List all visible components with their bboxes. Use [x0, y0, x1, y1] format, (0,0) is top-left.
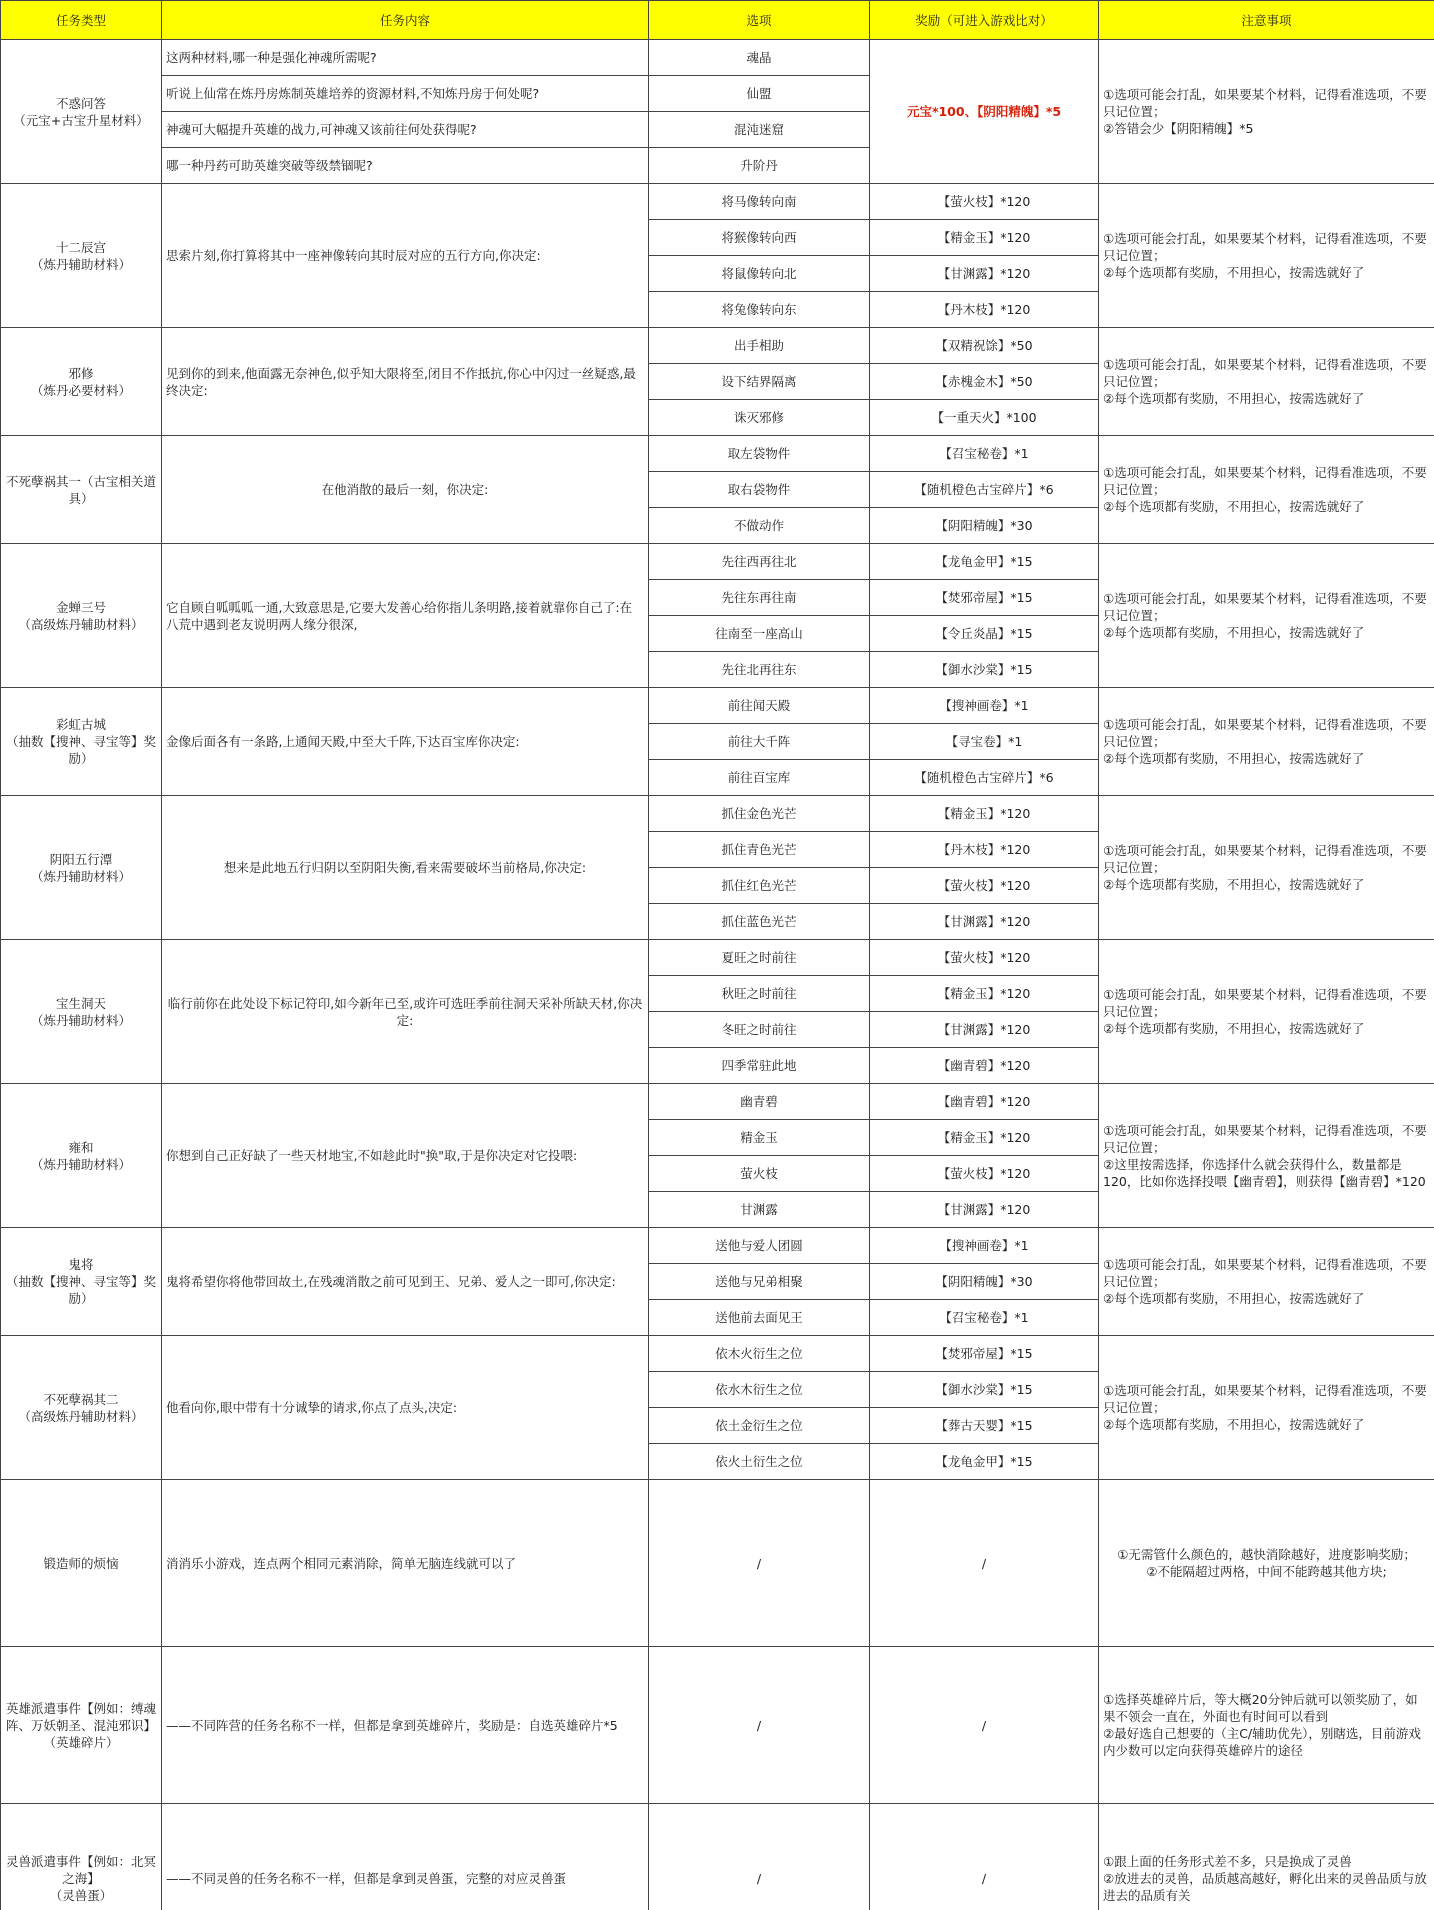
- reward-cell: 【双精祝馀】*50: [870, 328, 1099, 364]
- task-content-cell: 哪一种丹药可助英雄突破等级禁锢呢?: [162, 148, 649, 184]
- task-type-cell: 十二辰宫 （炼丹辅助材料）: [1, 184, 162, 328]
- option-cell: 将兔像转向东: [649, 292, 870, 328]
- header-task-type: 任务类型: [1, 1, 162, 40]
- reward-cell: 【搜神画卷】*1: [870, 688, 1099, 724]
- task-content-cell: ——不同灵兽的任务名称不一样，但都是拿到灵兽蛋，完整的对应灵兽蛋: [162, 1804, 649, 1910]
- option-cell: 诛灭邪修: [649, 400, 870, 436]
- reward-cell: 【幽青碧】*120: [870, 1048, 1099, 1084]
- option-cell: 取左袋物件: [649, 436, 870, 472]
- header-task-content: 任务内容: [162, 1, 649, 40]
- reward-cell: 【幽青碧】*120: [870, 1084, 1099, 1120]
- task-type-cell: 金蝉三号 （高级炼丹辅助材料）: [1, 544, 162, 688]
- option-cell: 设下结界隔离: [649, 364, 870, 400]
- reward-cell: 【阴阳精魄】*30: [870, 1264, 1099, 1300]
- reward-cell: 【萤火枝】*120: [870, 1156, 1099, 1192]
- table-row: [1, 688, 1434, 724]
- option-cell: 魂晶: [649, 40, 870, 76]
- task-type-cell: 英雄派遣事件【例如：缚魂阵、万妖朝圣、混沌邪识】 （英雄碎片）: [1, 1647, 162, 1804]
- option-cell: 取右袋物件: [649, 472, 870, 508]
- note-cell: ①选项可能会打乱，如果要某个材料，记得看准选项，不要只记位置； ②答错会少【阴阳精魄】*5: [1099, 40, 1434, 184]
- option-cell: /: [649, 1804, 870, 1910]
- note-cell: ①选择英雄碎片后，等大概20分钟后就可以领奖励了，如果不领会一直在，外面也有时间可以看到 ②最好选自己想要的（主C/辅助优先），别瞎选，目前游戏内少数可以定向获得英雄碎片的途径: [1099, 1647, 1434, 1804]
- reward-cell: /: [870, 1804, 1099, 1910]
- task-content-cell: 听说上仙常在炼丹房炼制英雄培养的资源材料,不知炼丹房于何处呢?: [162, 76, 649, 112]
- note-cell: ①选项可能会打乱，如果要某个材料，记得看准选项，不要只记位置； ②每个选项都有奖励，不用担心，按需选就好了: [1099, 328, 1434, 436]
- note-cell: ①选项可能会打乱，如果要某个材料，记得看准选项，不要只记位置； ②每个选项都有奖励，不用担心，按需选就好了: [1099, 1336, 1434, 1480]
- reward-cell: 【萤火枝】*120: [870, 868, 1099, 904]
- option-cell: /: [649, 1480, 870, 1647]
- option-cell: 抓住金色光芒: [649, 796, 870, 832]
- task-content-cell: 鬼将希望你将他带回故土,在残魂消散之前可见到王、兄弟、爱人之一即可,你决定:: [162, 1228, 649, 1336]
- option-cell: 前往大千阵: [649, 724, 870, 760]
- table-row: [1, 184, 1434, 220]
- reward-cell: /: [870, 1480, 1099, 1647]
- reward-cell: 元宝*100、【阴阳精魄】*5: [870, 40, 1099, 184]
- note-cell: ①无需管什么颜色的，越快消除越好，进度影响奖励； ②不能隔超过两格，中间不能跨越其他方块;: [1099, 1480, 1434, 1647]
- task-content-cell: 它自顾自呱呱呱一通,大致意思是,它要大发善心给你指儿条明路,接着就靠你自己了:在八荒中遇到老友说明两人缘分很深,: [162, 544, 649, 688]
- task-type-cell: 阴阳五行潭 （炼丹辅助材料）: [1, 796, 162, 940]
- reward-cell: 【甘渊露】*120: [870, 256, 1099, 292]
- reward-cell: 【甘渊露】*120: [870, 1192, 1099, 1228]
- task-content-cell: 他看向你,眼中带有十分诚挚的请求,你点了点头,决定:: [162, 1336, 649, 1480]
- option-cell: 抓住青色光芒: [649, 832, 870, 868]
- option-cell: 将猴像转向西: [649, 220, 870, 256]
- option-cell: 秋旺之时前往: [649, 976, 870, 1012]
- table-row: [1, 1228, 1434, 1264]
- task-content-cell: 临行前你在此处设下标记符印,如今新年已至,或许可选旺季前往洞天采补所缺天材,你决定:: [162, 940, 649, 1084]
- task-content-cell: 这两种材料,哪一种是强化神魂所需呢?: [162, 40, 649, 76]
- table-row: [1, 1804, 1434, 1910]
- reward-cell: 【甘渊露】*120: [870, 904, 1099, 940]
- task-content-cell: 见到你的到来,他面露无奈神色,似乎知大限将至,闭目不作抵抗,你心中闪过一丝疑惑,最终决定:: [162, 328, 649, 436]
- task-type-cell: 雍和 （炼丹辅助材料）: [1, 1084, 162, 1228]
- reward-cell: 【甘渊露】*120: [870, 1012, 1099, 1048]
- option-cell: 四季常驻此地: [649, 1048, 870, 1084]
- table-row: [1, 940, 1434, 976]
- table-row: [1, 1336, 1434, 1372]
- option-cell: /: [649, 1647, 870, 1804]
- reward-cell: 【丹木枝】*120: [870, 832, 1099, 868]
- header-option: 选项: [649, 1, 870, 40]
- note-cell: ①选项可能会打乱，如果要某个材料，记得看准选项，不要只记位置； ②每个选项都有奖励，不用担心，按需选就好了: [1099, 1228, 1434, 1336]
- table-row: [1, 1084, 1434, 1120]
- reward-cell: 【葬古天婴】*15: [870, 1408, 1099, 1444]
- reward-cell: 【精金玉】*120: [870, 1120, 1099, 1156]
- task-type-cell: 不惑问答 （元宝+古宝升星材料）: [1, 40, 162, 184]
- reward-cell: 【焚邪帝屋】*15: [870, 580, 1099, 616]
- task-type-cell: 锻造师的烦恼: [1, 1480, 162, 1647]
- task-content-cell: 金像后面各有一条路,上通闻天殿,中至大千阵,下达百宝库你决定:: [162, 688, 649, 796]
- task-type-cell: 灵兽派遣事件【例如：北冥之海】 （灵兽蛋）: [1, 1804, 162, 1910]
- option-cell: 精金玉: [649, 1120, 870, 1156]
- option-cell: 甘渊露: [649, 1192, 870, 1228]
- option-cell: 冬旺之时前往: [649, 1012, 870, 1048]
- reward-cell: 【龙龟金甲】*15: [870, 1444, 1099, 1480]
- task-type-cell: 不死孽祸其二 （高级炼丹辅助材料）: [1, 1336, 162, 1480]
- option-cell: 先往西再往北: [649, 544, 870, 580]
- option-cell: 将马像转向南: [649, 184, 870, 220]
- task-content-cell: 想来是此地五行归阴以至阴阳失衡,看来需要破坏当前格局,你决定:: [162, 796, 649, 940]
- option-cell: 前往闻天殿: [649, 688, 870, 724]
- option-cell: 送他前去面见王: [649, 1300, 870, 1336]
- option-cell: 抓住蓝色光芒: [649, 904, 870, 940]
- option-cell: 将鼠像转向北: [649, 256, 870, 292]
- option-cell: 先往东再往南: [649, 580, 870, 616]
- table-row: [1, 40, 1434, 76]
- option-cell: 依水木衍生之位: [649, 1372, 870, 1408]
- reward-cell: 【寻宝卷】*1: [870, 724, 1099, 760]
- task-type-cell: 不死孽祸其一（古宝相关道具）: [1, 436, 162, 544]
- note-cell: ①选项可能会打乱，如果要某个材料，记得看准选项，不要只记位置； ②每个选项都有奖励，不用担心，按需选就好了: [1099, 184, 1434, 328]
- reward-cell: 【精金玉】*120: [870, 976, 1099, 1012]
- note-cell: ①选项可能会打乱，如果要某个材料，记得看准选项，不要只记位置； ②每个选项都有奖励，不用担心，按需选就好了: [1099, 940, 1434, 1084]
- reward-cell: 【赤槐金木】*50: [870, 364, 1099, 400]
- reward-cell: 【召宝秘卷】*1: [870, 1300, 1099, 1336]
- task-type-cell: 鬼将 （抽数【搜神、寻宝等】奖励）: [1, 1228, 162, 1336]
- table-row: [1, 544, 1434, 580]
- reward-cell: 【随机橙色古宝碎片】*6: [870, 760, 1099, 796]
- task-content-cell: 在他消散的最后一刻，你决定:: [162, 436, 649, 544]
- reward-cell: 【萤火枝】*120: [870, 940, 1099, 976]
- option-cell: 依土金衍生之位: [649, 1408, 870, 1444]
- option-cell: 夏旺之时前往: [649, 940, 870, 976]
- reward-cell: 【搜神画卷】*1: [870, 1228, 1099, 1264]
- note-cell: ①选项可能会打乱，如果要某个材料，记得看准选项，不要只记位置； ②每个选项都有奖励，不用担心，按需选就好了: [1099, 796, 1434, 940]
- option-cell: 往南至一座高山: [649, 616, 870, 652]
- task-type-cell: 邪修 （炼丹必要材料）: [1, 328, 162, 436]
- reward-cell: 【丹木枝】*120: [870, 292, 1099, 328]
- reward-cell: 【萤火枝】*120: [870, 184, 1099, 220]
- option-cell: 依火土衍生之位: [649, 1444, 870, 1480]
- option-cell: 混沌迷窟: [649, 112, 870, 148]
- option-cell: 送他与爱人团圆: [649, 1228, 870, 1264]
- table-row: [1, 328, 1434, 364]
- task-content-cell: 消消乐小游戏，连点两个相同元素消除，简单无脑连线就可以了: [162, 1480, 649, 1647]
- option-cell: 仙盟: [649, 76, 870, 112]
- option-cell: 幽青碧: [649, 1084, 870, 1120]
- note-cell: ①选项可能会打乱，如果要某个材料，记得看准选项，不要只记位置； ②每个选项都有奖励，不用担心，按需选就好了: [1099, 436, 1434, 544]
- reward-cell: 【御水沙棠】*15: [870, 652, 1099, 688]
- note-cell: ①选项可能会打乱，如果要某个材料，记得看准选项，不要只记位置； ②每个选项都有奖励，不用担心，按需选就好了: [1099, 688, 1434, 796]
- option-cell: 出手相助: [649, 328, 870, 364]
- table-row: [1, 436, 1434, 472]
- reward-cell: 【随机橙色古宝碎片】*6: [870, 472, 1099, 508]
- option-cell: 抓住红色光芒: [649, 868, 870, 904]
- header-reward: 奖励（可进入游戏比对）: [870, 1, 1099, 40]
- option-cell: 不做动作: [649, 508, 870, 544]
- reward-cell: 【阴阳精魄】*30: [870, 508, 1099, 544]
- option-cell: 升阶丹: [649, 148, 870, 184]
- reward-cell: 【焚邪帝屋】*15: [870, 1336, 1099, 1372]
- task-type-cell: 彩虹古城 （抽数【搜神、寻宝等】奖励）: [1, 688, 162, 796]
- note-cell: ①跟上面的任务形式差不多，只是换成了灵兽 ②放进去的灵兽，品质越高越好，孵化出来的灵兽品质与放进去的品质有关: [1099, 1804, 1434, 1910]
- header-notes: 注意事项: [1099, 1, 1434, 40]
- table-row: [1, 1647, 1434, 1804]
- reward-cell: 【令丘炎晶】*15: [870, 616, 1099, 652]
- task-content-cell: 神魂可大幅提升英雄的战力,可神魂又该前往何处获得呢?: [162, 112, 649, 148]
- reward-cell: 【召宝秘卷】*1: [870, 436, 1099, 472]
- task-content-cell: 你想到自己正好缺了一些天材地宝,不如趁此时"换"取,于是你决定对它投喂:: [162, 1084, 649, 1228]
- reward-cell: 【精金玉】*120: [870, 220, 1099, 256]
- task-content-cell: 思索片刻,你打算将其中一座神像转向其时辰对应的五行方向,你决定:: [162, 184, 649, 328]
- reward-cell: /: [870, 1647, 1099, 1804]
- reward-cell: 【一重天火】*100: [870, 400, 1099, 436]
- option-cell: 送他与兄弟相聚: [649, 1264, 870, 1300]
- note-cell: ①选项可能会打乱，如果要某个材料，记得看准选项，不要只记位置； ②这里按需选择，你选择什么就会获得什么，数量都是120，比如你选择投喂【幽青碧】，则获得【幽青碧】*120: [1099, 1084, 1434, 1228]
- task-type-cell: 宝生洞天 （炼丹辅助材料）: [1, 940, 162, 1084]
- option-cell: 先往北再往东: [649, 652, 870, 688]
- table-row: [1, 796, 1434, 832]
- option-cell: 萤火枝: [649, 1156, 870, 1192]
- reward-cell: 【精金玉】*120: [870, 796, 1099, 832]
- header-row: [1, 1, 1434, 40]
- option-cell: 前往百宝库: [649, 760, 870, 796]
- table-row: [1, 1480, 1434, 1647]
- reward-cell: 【龙龟金甲】*15: [870, 544, 1099, 580]
- task-content-cell: ——不同阵营的任务名称不一样，但都是拿到英雄碎片，奖励是：自选英雄碎片*5: [162, 1647, 649, 1804]
- option-cell: 依木火衍生之位: [649, 1336, 870, 1372]
- reward-cell: 【御水沙棠】*15: [870, 1372, 1099, 1408]
- note-cell: ①选项可能会打乱，如果要某个材料，记得看准选项，不要只记位置； ②每个选项都有奖励，不用担心，按需选就好了: [1099, 544, 1434, 688]
